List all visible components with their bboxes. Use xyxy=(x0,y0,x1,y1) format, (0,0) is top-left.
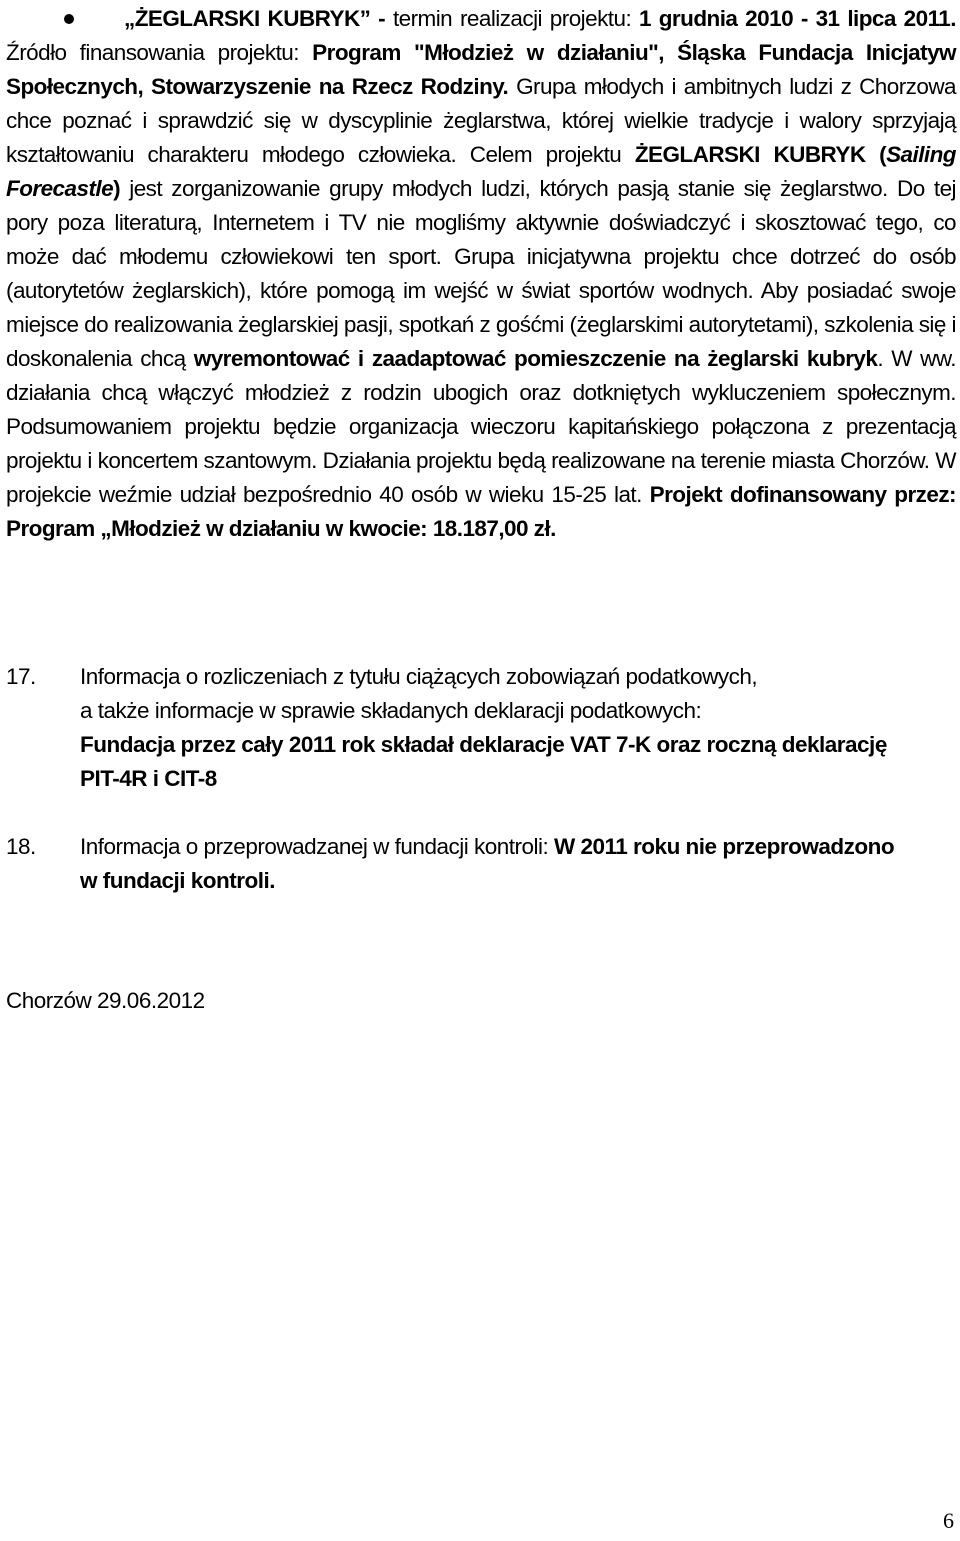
section-17-text xyxy=(80,660,900,796)
paragraph-segment: ) xyxy=(113,176,121,201)
project-bullet-item xyxy=(6,2,956,546)
page-number: 6 xyxy=(943,1508,954,1533)
paragraph-segment: termin realizacji projektu: xyxy=(392,6,639,31)
paragraph-segment: „ŻEGLARSKI KUBRYK” - xyxy=(124,6,393,31)
paragraph-segment: Projekt dofinansowany przez: Program „Młodzież w działaniu w kwocie: 18.187,00 zł. xyxy=(6,482,956,541)
paragraph-segment: Źródło finansowania projektu: xyxy=(6,40,313,65)
paragraph-segment: ŻEGLARSKI KUBRYK ( xyxy=(634,142,887,167)
paragraph-segment: 1 grudnia 2010 - 31 lipca 2011. xyxy=(638,6,956,31)
section-number: 18. xyxy=(6,834,36,859)
bullet-point-icon xyxy=(64,14,74,24)
section-18-answer: W 2011 roku nie przeprowadzono w fundacji kontroli. xyxy=(80,834,895,893)
paragraph-segment: Grupa młodych i ambitnych ludzi z Chorzowa chce poznać i sprawdzić się w dyscyplinie żeglarstwa, której wielkie tradycje i walory sprzyjają kształtowaniu charakteru młodego człowieka. Celem projektu xyxy=(6,74,956,167)
paragraph-segment: Program "Młodzież w działaniu", Śląska Fundacja Inicjatyw Społecznych, Stowarzyszenie na Rzecz Rodziny. xyxy=(6,40,956,99)
paragraph-segment: jest zorganizowanie grupy młodych ludzi, których pasją stanie się żeglarstwo. Do tej pory poza literaturą, Internetem i TV nie mogliśmy aktywnie doświadczyć i skosztować tego, co może dać młodemu człowiekowi ten sport. Grupa inicjatywna projektu chce dotrzeć do osób (autorytetów żeglarskich), które pomogą im wejść w świat sportów wodnych. Aby posiadać swoje miejsce do realizowania żeglarskiej pasji, spotkań z gośćmi (żeglarskimi autorytetami), szkolenia się i doskonalenia chcą xyxy=(6,176,956,371)
section-17-line-2: a także informacje w sprawie składanych deklaracji podatkowych: xyxy=(80,698,702,723)
paragraph-segment: Sailing Forecastle xyxy=(6,142,957,201)
section-18-question: Informacja o przeprowadzanej w fundacji kontroli: xyxy=(80,834,554,859)
project-description-paragraph xyxy=(6,2,956,546)
section-18-text xyxy=(80,830,900,898)
section-17-answer: Fundacja przez cały 2011 rok składał deklaracje VAT 7-K oraz roczną deklarację PIT-4R i CIT-8 xyxy=(80,732,887,791)
section-number: 17. xyxy=(6,664,36,689)
paragraph-segment: wyremontować i zaadaptować pomieszczenie na żeglarski kubryk xyxy=(193,346,878,371)
paragraph-segment: . W ww. działania chcą włączyć młodzież z rodzin ubogich oraz dotkniętych wykluczeniem społecznym. Podsumowaniem projektu będzie organizacja wieczoru kapitańskiego połączona z prezentacją projektu i koncertem szantowym. Działania projektu będą realizowane na terenie miasta Chorzów. W projekcie weźmie udział bezpośrednio 40 osób w wieku 15-25 lat. xyxy=(6,346,956,507)
place-and-date: Chorzów 29.06.2012 xyxy=(6,988,205,1013)
section-17-line-1: Informacja o rozliczeniach z tytułu ciążących zobowiązań podatkowych, xyxy=(80,664,758,689)
